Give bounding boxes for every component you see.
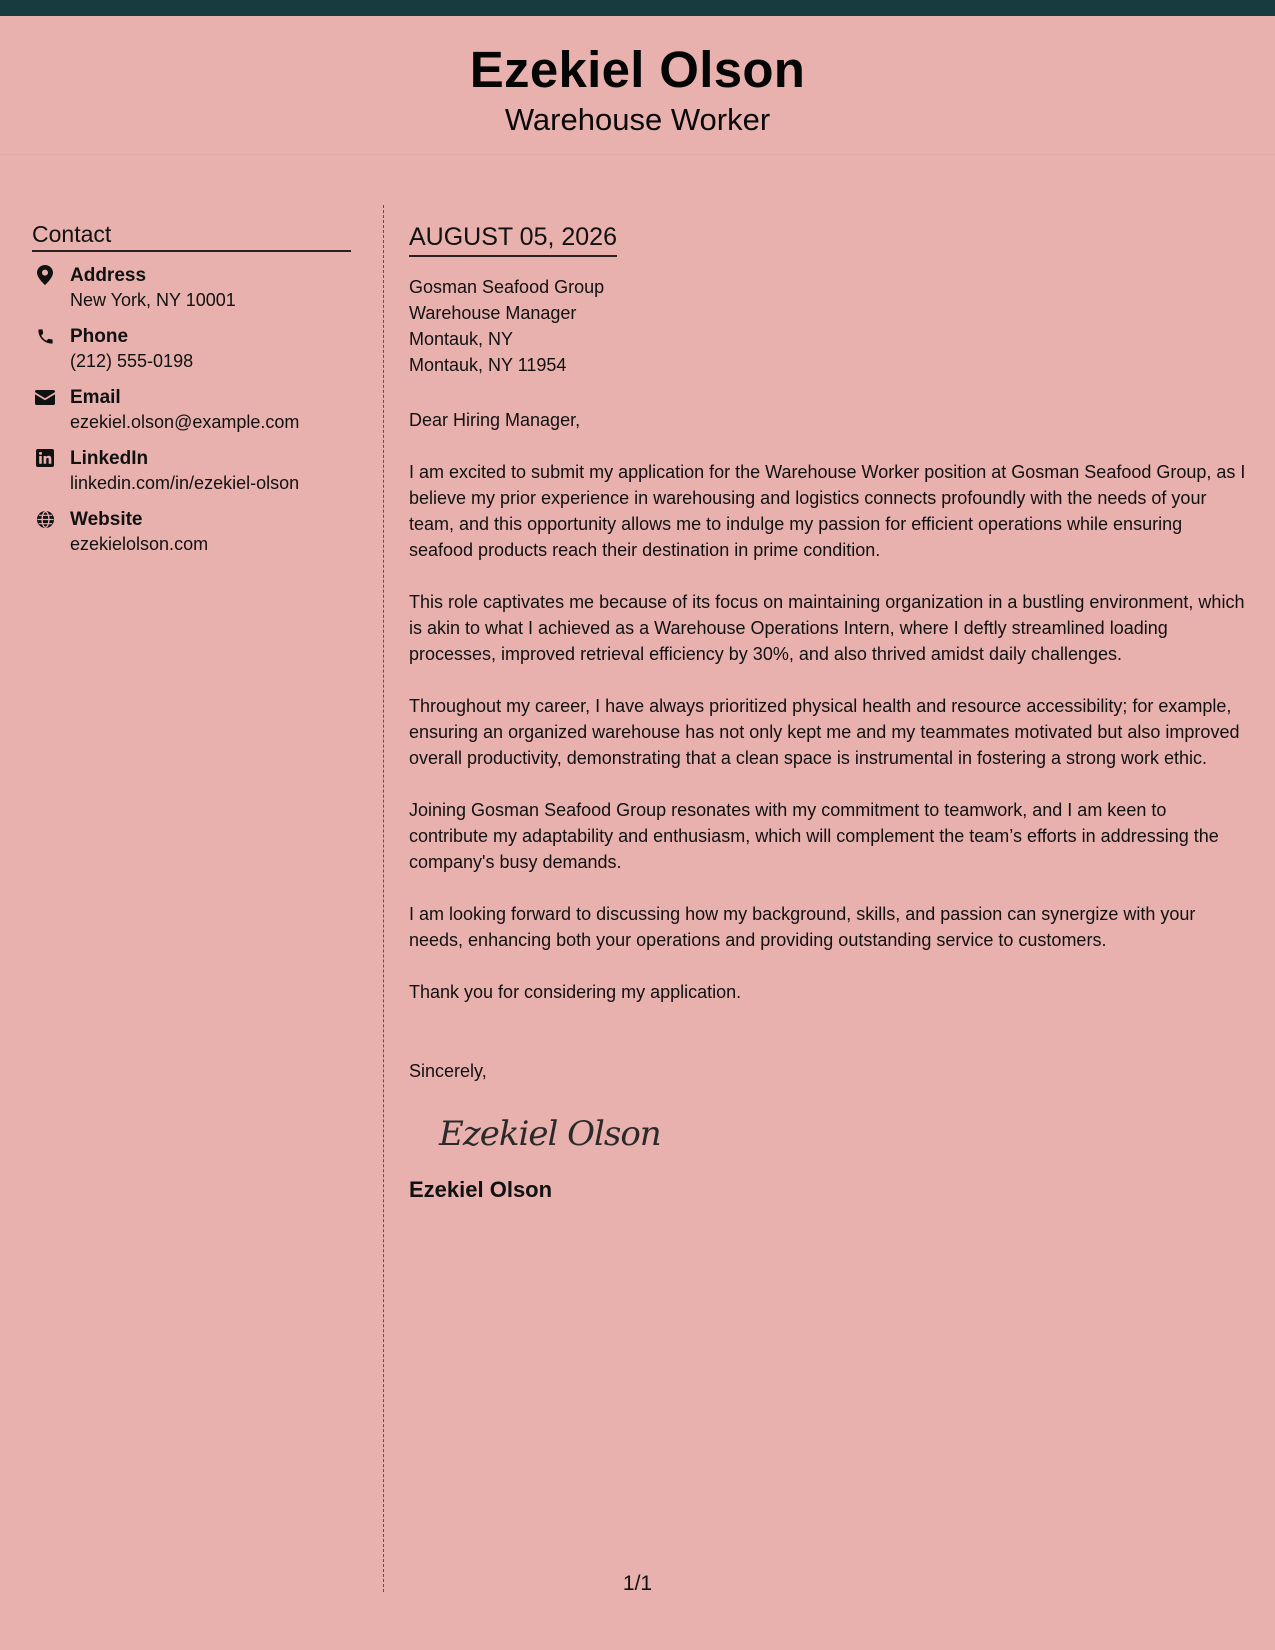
contact-sidebar bbox=[32, 220, 351, 569]
body-paragraph-4: Joining Gosman Seafood Group resonates with my commitment to teamwork, and I am keen to contribute my adaptability and enthusiasm, which will complement the team’s efforts in addressing the company's busy demands. bbox=[409, 800, 1219, 872]
phone-icon bbox=[34, 325, 56, 347]
contact-item-email bbox=[32, 386, 351, 434]
contact-item-website bbox=[32, 508, 351, 556]
email-value: ezekiel.olson@example.com bbox=[70, 412, 300, 432]
contact-label: Address bbox=[70, 265, 147, 286]
top-accent-bar bbox=[0, 0, 1275, 16]
contact-label: Website bbox=[70, 509, 143, 530]
phone-value: (212) 555-0198 bbox=[70, 351, 194, 371]
letter-date: AUGUST 05, 2026 bbox=[409, 222, 617, 257]
body-paragraph-1: I am excited to submit my application for the Warehouse Worker position at Gosman Seafood Group, as I believe my prior experience in warehousing and logistics connects profoundly with the needs of your team, and this opportunity allows me to indulge my passion for efficient operations while ensuring seafood products reach their destination in prime condition. bbox=[409, 462, 1246, 560]
body-paragraph-5: I am looking forward to discussing how my background, skills, and passion can synergize with your needs, enhancing both your operations and providing outstanding service to customers. bbox=[409, 904, 1196, 950]
page-header bbox=[0, 16, 1275, 155]
letter-body bbox=[409, 222, 1249, 1204]
envelope-icon bbox=[34, 386, 56, 408]
page-number: 1/1 bbox=[622, 1572, 653, 1595]
contact-heading: Contact bbox=[32, 220, 351, 252]
contact-item-phone bbox=[32, 325, 351, 373]
address-value: New York, NY 10001 bbox=[70, 290, 236, 310]
contact-item-address bbox=[32, 264, 351, 312]
body-paragraph-2: This role captivates me because of its focus on maintaining organization in a bustling environment, which is akin to what I achieved as a Warehouse Operations Intern, where I deftly streamlined loading processes, improved retrieval efficiency by 30%, and also thrived amidst daily challenges. bbox=[409, 592, 1245, 664]
salutation: Dear Hiring Manager, bbox=[409, 410, 581, 430]
globe-icon bbox=[34, 508, 56, 530]
recipient-city: Montauk, NY bbox=[409, 329, 514, 349]
handwritten-signature: Ezekiel Olson bbox=[439, 1114, 661, 1154]
applicant-job-title: Warehouse Worker bbox=[504, 102, 771, 137]
contact-label: LinkedIn bbox=[70, 448, 149, 469]
body-paragraph-6: Thank you for considering my application. bbox=[409, 982, 742, 1002]
linkedin-value: linkedin.com/in/ezekiel-olson bbox=[70, 473, 300, 493]
recipient-address: Montauk, NY 11954 bbox=[409, 355, 567, 375]
contact-item-linkedin bbox=[32, 447, 351, 495]
closing: Sincerely, bbox=[409, 1061, 487, 1081]
map-pin-icon bbox=[34, 264, 56, 286]
recipient-company: Gosman Seafood Group bbox=[409, 277, 605, 297]
website-value: ezekielolson.com bbox=[70, 534, 209, 554]
applicant-name: Ezekiel Olson bbox=[469, 41, 806, 98]
column-divider bbox=[383, 205, 384, 1592]
recipient-block bbox=[409, 274, 1249, 378]
linkedin-icon bbox=[34, 447, 56, 469]
contact-label: Phone bbox=[70, 326, 129, 347]
body-paragraph-3: Throughout my career, I have always prioritized physical health and resource accessibility; for example, ensuring an organized warehouse has not only kept me and my teammates motivated but also improved overall productivity, demonstrating that a clean space is instrumental in fostering a strong work ethic. bbox=[409, 696, 1240, 768]
recipient-title: Warehouse Manager bbox=[409, 303, 577, 323]
contact-label: Email bbox=[70, 387, 121, 408]
signer-name: Ezekiel Olson bbox=[409, 1177, 553, 1202]
